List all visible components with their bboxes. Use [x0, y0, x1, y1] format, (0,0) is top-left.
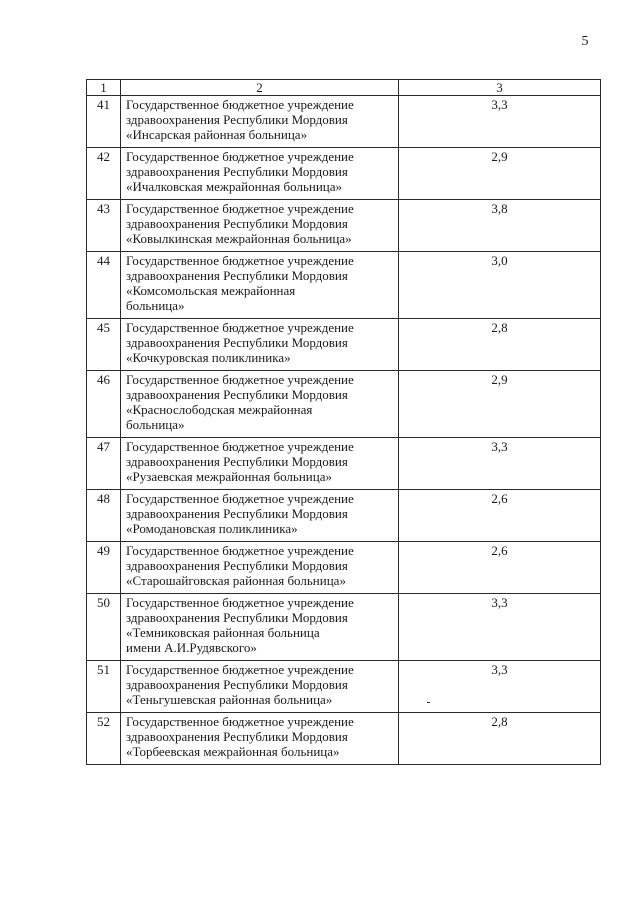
institution-name-line: здравоохранения Республики Мордовия — [126, 112, 348, 127]
institution-name-line: Государственное бюджетное учреждение — [126, 662, 354, 677]
row-number: 44 — [87, 252, 121, 319]
table-header-row — [87, 80, 601, 96]
header-col-2: 2 — [121, 80, 399, 96]
table-header — [87, 80, 601, 96]
table-row — [87, 371, 601, 438]
institution-name — [121, 713, 399, 765]
table-row — [87, 252, 601, 319]
row-number: 43 — [87, 200, 121, 252]
row-number: 52 — [87, 713, 121, 765]
table-row — [87, 490, 601, 542]
row-number: 50 — [87, 594, 121, 661]
institution-name — [121, 200, 399, 252]
institution-name-line: «Кочкуровская поликлиника» — [126, 350, 291, 365]
institution-name-line: Государственное бюджетное учреждение — [126, 320, 354, 335]
row-number: 45 — [87, 319, 121, 371]
institution-name-line: Государственное бюджетное учреждение — [126, 491, 354, 506]
institution-name-line: Государственное бюджетное учреждение — [126, 595, 354, 610]
table-row — [87, 713, 601, 765]
table-row — [87, 148, 601, 200]
institution-name-line: Государственное бюджетное учреждение — [126, 714, 354, 729]
row-value: 2,6 — [399, 542, 601, 594]
row-number: 41 — [87, 96, 121, 148]
row-value: 3,3 — [399, 661, 601, 713]
table-row — [87, 661, 601, 713]
stray-mark — [427, 702, 430, 703]
row-number: 48 — [87, 490, 121, 542]
table-row — [87, 200, 601, 252]
page-number: 5 — [581, 34, 589, 49]
institution-name — [121, 661, 399, 713]
institution-name-line: «Ичалковская межрайонная больница» — [126, 179, 343, 194]
institution-name-line: имени А.И.Рудявского» — [126, 640, 257, 655]
institution-name-line: «Комсомольская межрайонная — [126, 283, 296, 298]
institution-name-line: здравоохранения Республики Мордовия — [126, 387, 348, 402]
institution-name-line: «Рузаевская межрайонная больница» — [126, 469, 332, 484]
institution-name — [121, 542, 399, 594]
institution-name-line: Государственное бюджетное учреждение — [126, 439, 354, 454]
institution-name — [121, 594, 399, 661]
header-col-3: 3 — [399, 80, 601, 96]
row-value: 2,6 — [399, 490, 601, 542]
row-value: 2,8 — [399, 319, 601, 371]
row-value: 3,3 — [399, 96, 601, 148]
row-value: 2,9 — [399, 148, 601, 200]
row-number: 47 — [87, 438, 121, 490]
institution-name-line: здравоохранения Республики Мордовия — [126, 677, 348, 692]
institution-name-line: здравоохранения Республики Мордовия — [126, 335, 348, 350]
institution-name-line: здравоохранения Республики Мордовия — [126, 164, 348, 179]
institution-name-line: Государственное бюджетное учреждение — [126, 372, 354, 387]
header-col-1: 1 — [87, 80, 121, 96]
institution-name-line: больница» — [126, 298, 185, 313]
institution-name — [121, 252, 399, 319]
table-body — [87, 96, 601, 765]
institution-name-line: Государственное бюджетное учреждение — [126, 543, 354, 558]
row-value: 3,8 — [399, 200, 601, 252]
row-value: 2,9 — [399, 371, 601, 438]
institution-name-line: «Ромодановская поликлиника» — [126, 521, 298, 536]
table-row — [87, 438, 601, 490]
table-row — [87, 594, 601, 661]
institution-name-line: Государственное бюджетное учреждение — [126, 97, 354, 112]
institution-name-line: «Краснослободская межрайонная — [126, 402, 313, 417]
institution-name-line: Государственное бюджетное учреждение — [126, 149, 354, 164]
table-row — [87, 542, 601, 594]
institution-name — [121, 490, 399, 542]
row-number: 51 — [87, 661, 121, 713]
institution-name-line: здравоохранения Республики Мордовия — [126, 558, 348, 573]
row-number: 46 — [87, 371, 121, 438]
institution-name-line: здравоохранения Республики Мордовия — [126, 610, 348, 625]
row-number: 42 — [87, 148, 121, 200]
institution-name — [121, 438, 399, 490]
institution-name-line: здравоохранения Республики Мордовия — [126, 268, 348, 283]
institution-name — [121, 371, 399, 438]
table-row — [87, 96, 601, 148]
institution-name-line: Государственное бюджетное учреждение — [126, 201, 354, 216]
row-value: 2,8 — [399, 713, 601, 765]
row-number: 49 — [87, 542, 121, 594]
hospital-table — [86, 79, 601, 765]
row-value: 3,3 — [399, 594, 601, 661]
table-row — [87, 319, 601, 371]
institution-name-line: «Темниковская районная больница — [126, 625, 320, 640]
institution-name — [121, 319, 399, 371]
institution-name — [121, 96, 399, 148]
institution-name-line: Государственное бюджетное учреждение — [126, 253, 354, 268]
institution-name-line: здравоохранения Республики Мордовия — [126, 729, 348, 744]
institution-name-line: здравоохранения Республики Мордовия — [126, 506, 348, 521]
institution-name-line: здравоохранения Республики Мордовия — [126, 454, 348, 469]
row-value: 3,0 — [399, 252, 601, 319]
institution-name-line: «Торбеевская межрайонная больница» — [126, 744, 340, 759]
institution-name-line: «Старошайговская районная больница» — [126, 573, 346, 588]
institution-name-line: больница» — [126, 417, 185, 432]
institution-name-line: «Теньгушевская районная больница» — [126, 692, 333, 707]
institution-name-line: «Инсарская районная больница» — [126, 127, 308, 142]
row-value: 3,3 — [399, 438, 601, 490]
institution-name-line: «Ковылкинская межрайонная больница» — [126, 231, 352, 246]
institution-name-line: здравоохранения Республики Мордовия — [126, 216, 348, 231]
institution-name — [121, 148, 399, 200]
